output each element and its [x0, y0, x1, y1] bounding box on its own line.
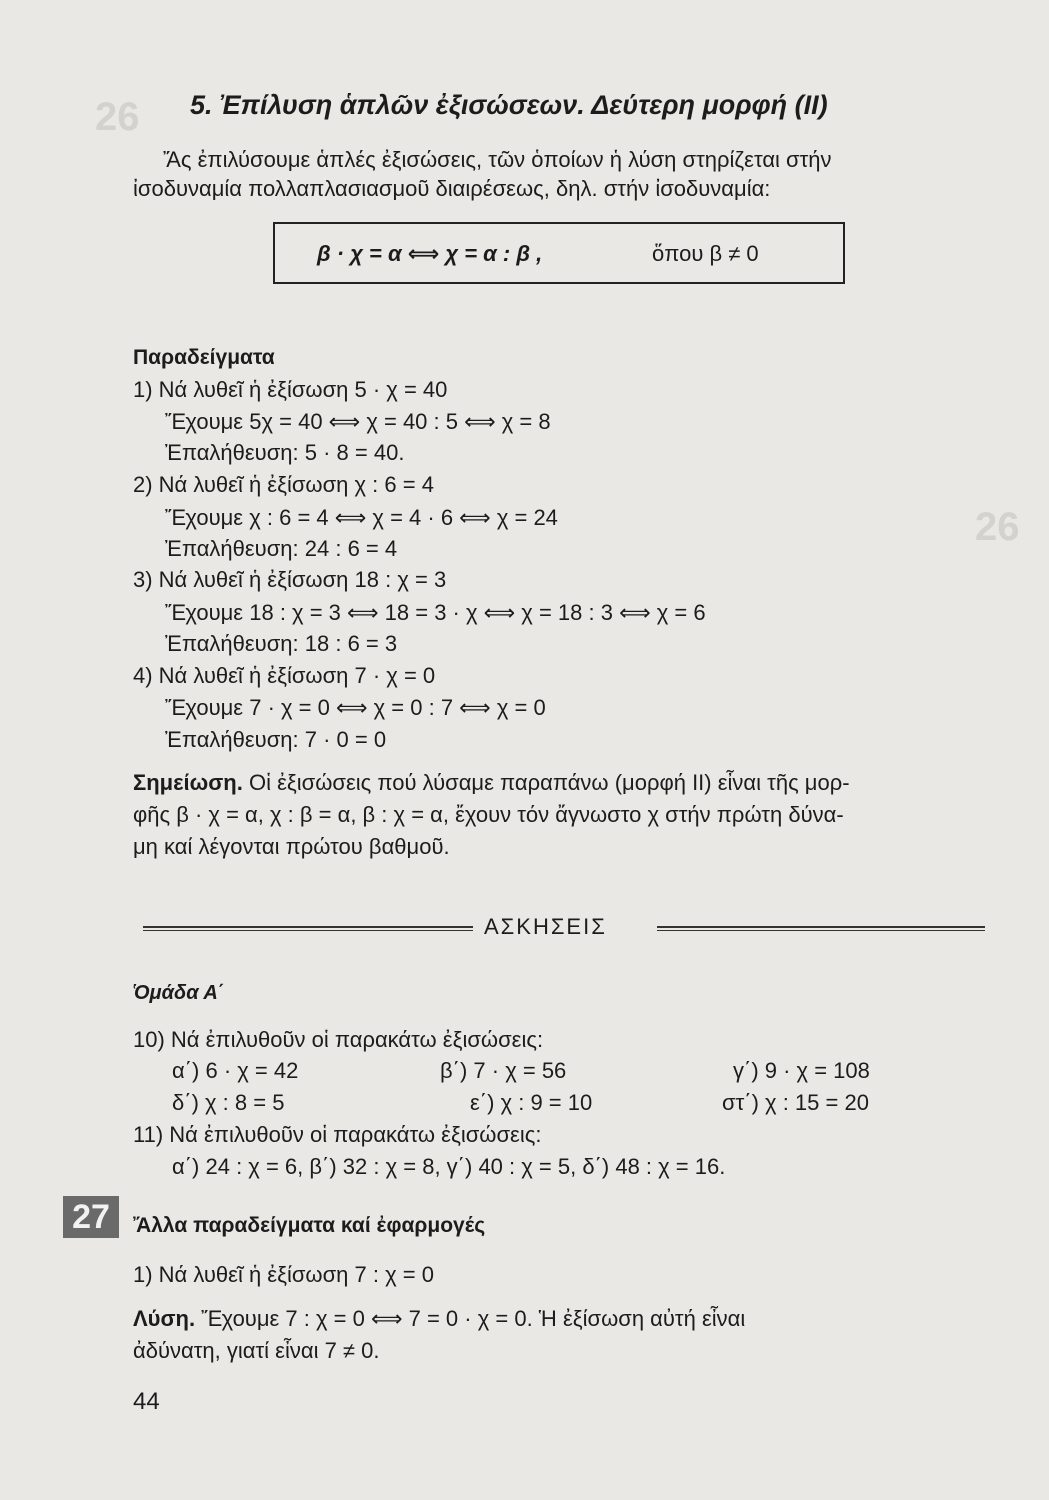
exercise-item: β΄) 7 · χ = 56	[440, 1058, 567, 1083]
note-line: φῆς β · χ = α, χ : β = α, β : χ = α, ἔχουν τόν ἄγνωστο χ στήν πρώτη δύνα-	[133, 802, 844, 827]
example-line: Ἔχουμε χ : 6 = 4 ⟺ χ = 4 · 6 ⟺ χ = 24	[165, 505, 558, 530]
section-number-badge: 27	[63, 1196, 119, 1238]
exercise-item: α΄) 24 : χ = 6, β΄) 32 : χ = 8, γ΄) 40 : χ = 5, δ΄) 48 : χ = 16.	[172, 1154, 726, 1179]
example-line: Ἔχουμε 5χ = 40 ⟺ χ = 40 : 5 ⟺ χ = 8	[165, 409, 551, 434]
group-heading: Ὁμάδα Α΄	[133, 982, 225, 1004]
exercise-item: γ΄) 9 · χ = 108	[733, 1058, 870, 1083]
note-line: μη καί λέγονται πρώτου βαθμοῦ.	[133, 834, 450, 859]
example-line: Ἐπαλήθευση: 24 : 6 = 4	[165, 536, 398, 561]
page-number: 44	[133, 1388, 160, 1415]
examples-heading: Παραδείγματα	[133, 346, 275, 369]
solution-line: ἀδύνατη, γιατί εἶναι 7 ≠ 0.	[133, 1338, 380, 1363]
exercises-rule-left	[143, 926, 473, 931]
example-line: 4) Νά λυθεῖ ἡ ἐξίσωση 7 · χ = 0	[133, 663, 436, 688]
example-line: 1) Νά λυθεῖ ἡ ἐξίσωση 5 · χ = 40	[133, 377, 448, 402]
intro-line: ἰσοδυναμία πολλαπλασιασμοῦ διαιρέσεως, δηλ. στήν ἰσοδυναμία:	[133, 176, 771, 201]
exercise-item: α΄) 6 · χ = 42	[172, 1058, 299, 1083]
example-line: Ἐπαλήθευση: 5 · 8 = 40.	[165, 440, 405, 465]
solution-line	[133, 1306, 745, 1332]
example-line: Ἔχουμε 18 : χ = 3 ⟺ 18 = 3 · χ ⟺ χ = 18 : 3 ⟺ χ = 6	[165, 600, 706, 625]
example-line: 2) Νά λυθεῖ ἡ ἐξίσωση χ : 6 = 4	[133, 472, 434, 497]
example-line: Ἔχουμε 7 · χ = 0 ⟺ χ = 0 : 7 ⟺ χ = 0	[165, 695, 546, 720]
section-heading: Ἄλλα παραδείγματα καί ἐφαρμογές	[133, 1214, 486, 1237]
intro-line: Ἄς ἐπιλύσουμε ἁπλές ἐξισώσεις, τῶν ὁποίων ἡ λύση στηρίζεται στήν	[163, 147, 832, 172]
formula-condition: ὅπου β ≠ 0	[652, 241, 759, 266]
exercise-item: στ΄) χ : 15 = 20	[722, 1090, 869, 1115]
solution-text: Ἔχουμε 7 : χ = 0 ⟺ 7 = 0 · χ = 0. Ἡ ἐξίσωση αὐτή εἶναι	[195, 1306, 746, 1331]
bleed-through-mark: 26	[975, 505, 1020, 549]
section-title: 5. Ἐπίλυση ἁπλῶν ἐξισώσεων. Δεύτερη μορφή (ΙΙ)	[190, 90, 828, 120]
formula-box	[273, 222, 845, 284]
note-text: Οἱ ἐξισώσεις πού λύσαμε παραπάνω (μορφή ΙΙ) εἶναι τῆς μορ-	[248, 770, 850, 795]
example-line: 3) Νά λυθεῖ ἡ ἐξίσωση 18 : χ = 3	[133, 567, 447, 592]
example-line: 1) Νά λυθεῖ ἡ ἐξίσωση 7 : χ = 0	[133, 1262, 434, 1287]
solution-label: Λύση.	[133, 1306, 196, 1331]
exercise-item: δ΄) χ : 8 = 5	[172, 1090, 285, 1115]
exercises-rule-right	[657, 926, 985, 931]
bleed-through-mark: 26	[95, 95, 140, 139]
example-line: Ἐπαλήθευση: 7 · 0 = 0	[165, 727, 387, 752]
note-line	[133, 770, 850, 796]
exercise-prompt: 11) Νά ἐπιλυθοῦν οἱ παρακάτω ἐξισώσεις:	[133, 1122, 542, 1147]
exercise-prompt: 10) Νά ἐπιλυθοῦν οἱ παρακάτω ἐξισώσεις:	[133, 1027, 544, 1052]
note-label: Σημείωση.	[133, 770, 243, 795]
example-line: Ἐπαλήθευση: 18 : 6 = 3	[165, 631, 398, 656]
exercise-item: ε΄) χ : 9 = 10	[470, 1090, 593, 1115]
formula: β · χ = α ⟺ χ = α : β ,	[317, 241, 543, 266]
exercises-heading: ΑΣΚΗΣΕΙΣ	[484, 914, 607, 939]
